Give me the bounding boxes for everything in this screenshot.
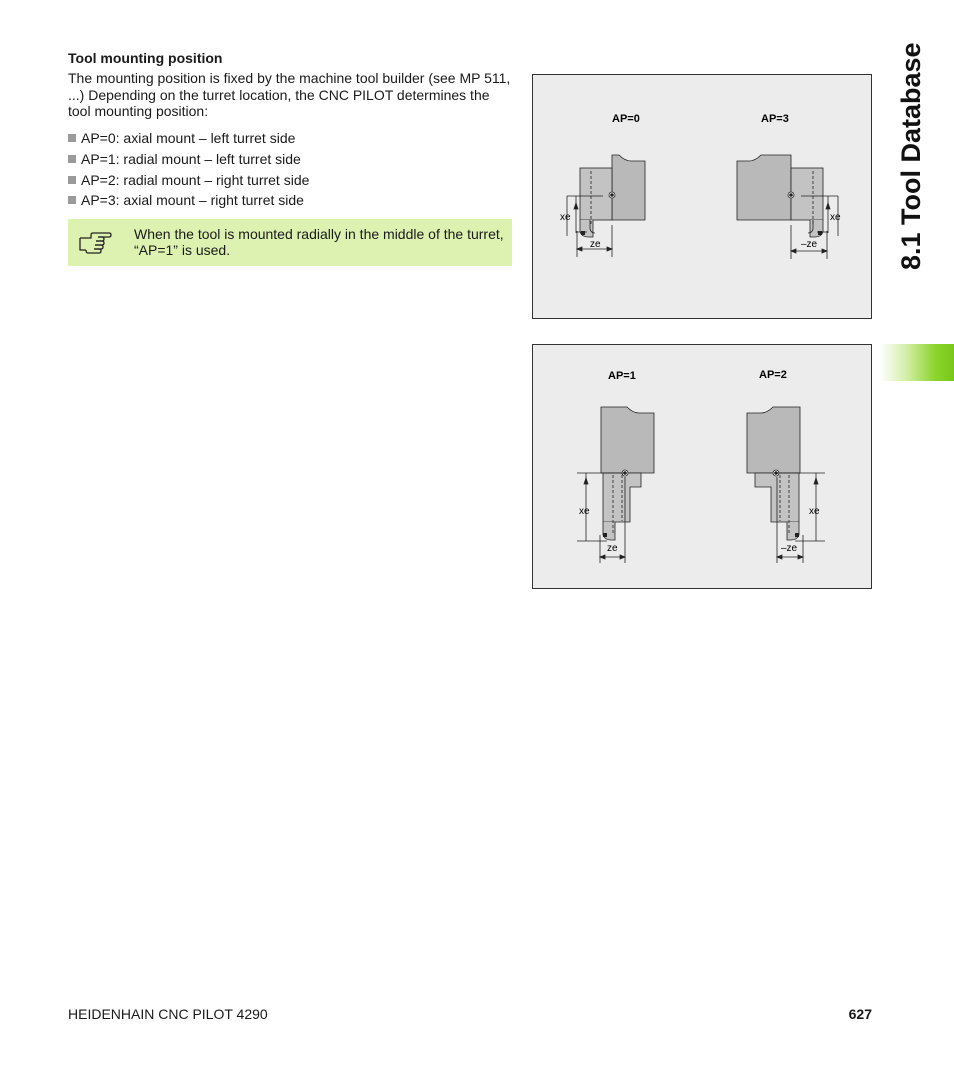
page-number: 627 bbox=[848, 1006, 872, 1022]
ap2-tool-drawing bbox=[747, 407, 825, 563]
bullet-square-icon bbox=[68, 176, 76, 184]
intro-paragraph: The mounting position is fixed by the machine tool builder (see MP 511, ...) Depending on the turret location, the CNC PILOT determines the tool mounting position: bbox=[68, 70, 511, 119]
ap1-ap2-diagram bbox=[533, 345, 871, 588]
ap3-title: AP=3 bbox=[761, 113, 789, 125]
list-item: AP=3: axial mount – right turret side bbox=[68, 190, 309, 211]
ap0-tool-drawing bbox=[567, 155, 645, 257]
footer-manual-name: HEIDENHAIN CNC PILOT 4290 bbox=[68, 1006, 268, 1022]
bullet-square-icon bbox=[68, 196, 76, 204]
ap0-ap3-diagram bbox=[533, 75, 871, 318]
list-item: AP=0: axial mount – left turret side bbox=[68, 128, 309, 149]
chapter-tab bbox=[880, 344, 954, 381]
ap1-tool-drawing bbox=[577, 407, 654, 563]
ap3-xe-label: xe bbox=[830, 212, 841, 223]
section-heading: Tool mounting position bbox=[68, 50, 223, 66]
ap0-ze-label: ze bbox=[590, 239, 601, 250]
bullet-square-icon bbox=[68, 155, 76, 163]
figure-ap0-ap3 bbox=[532, 74, 872, 319]
figure-ap1-ap2 bbox=[532, 344, 872, 589]
chapter-sidebar-title: 8.1 Tool Database bbox=[896, 42, 926, 270]
ap3-ze-label: –ze bbox=[801, 239, 818, 250]
note-text: When the tool is mounted radially in the middle of the turret, “AP=1” is used. bbox=[134, 226, 504, 258]
ap2-ze-label: –ze bbox=[781, 543, 798, 554]
pointing-hand-icon bbox=[78, 228, 112, 256]
ap3-tool-drawing bbox=[737, 155, 838, 259]
ap0-title: AP=0 bbox=[612, 113, 640, 125]
ap1-title: AP=1 bbox=[608, 370, 636, 382]
ap0-xe-label: xe bbox=[560, 212, 571, 223]
list-item: AP=2: radial mount – right turret side bbox=[68, 169, 309, 190]
bullet-list bbox=[68, 128, 309, 211]
ap1-xe-label: xe bbox=[579, 506, 590, 517]
ap2-title: AP=2 bbox=[759, 369, 787, 381]
note-box bbox=[68, 219, 512, 266]
ap2-xe-label: xe bbox=[809, 506, 820, 517]
ap1-ze-label: ze bbox=[607, 543, 618, 554]
list-item: AP=1: radial mount – left turret side bbox=[68, 149, 309, 170]
bullet-square-icon bbox=[68, 134, 76, 142]
